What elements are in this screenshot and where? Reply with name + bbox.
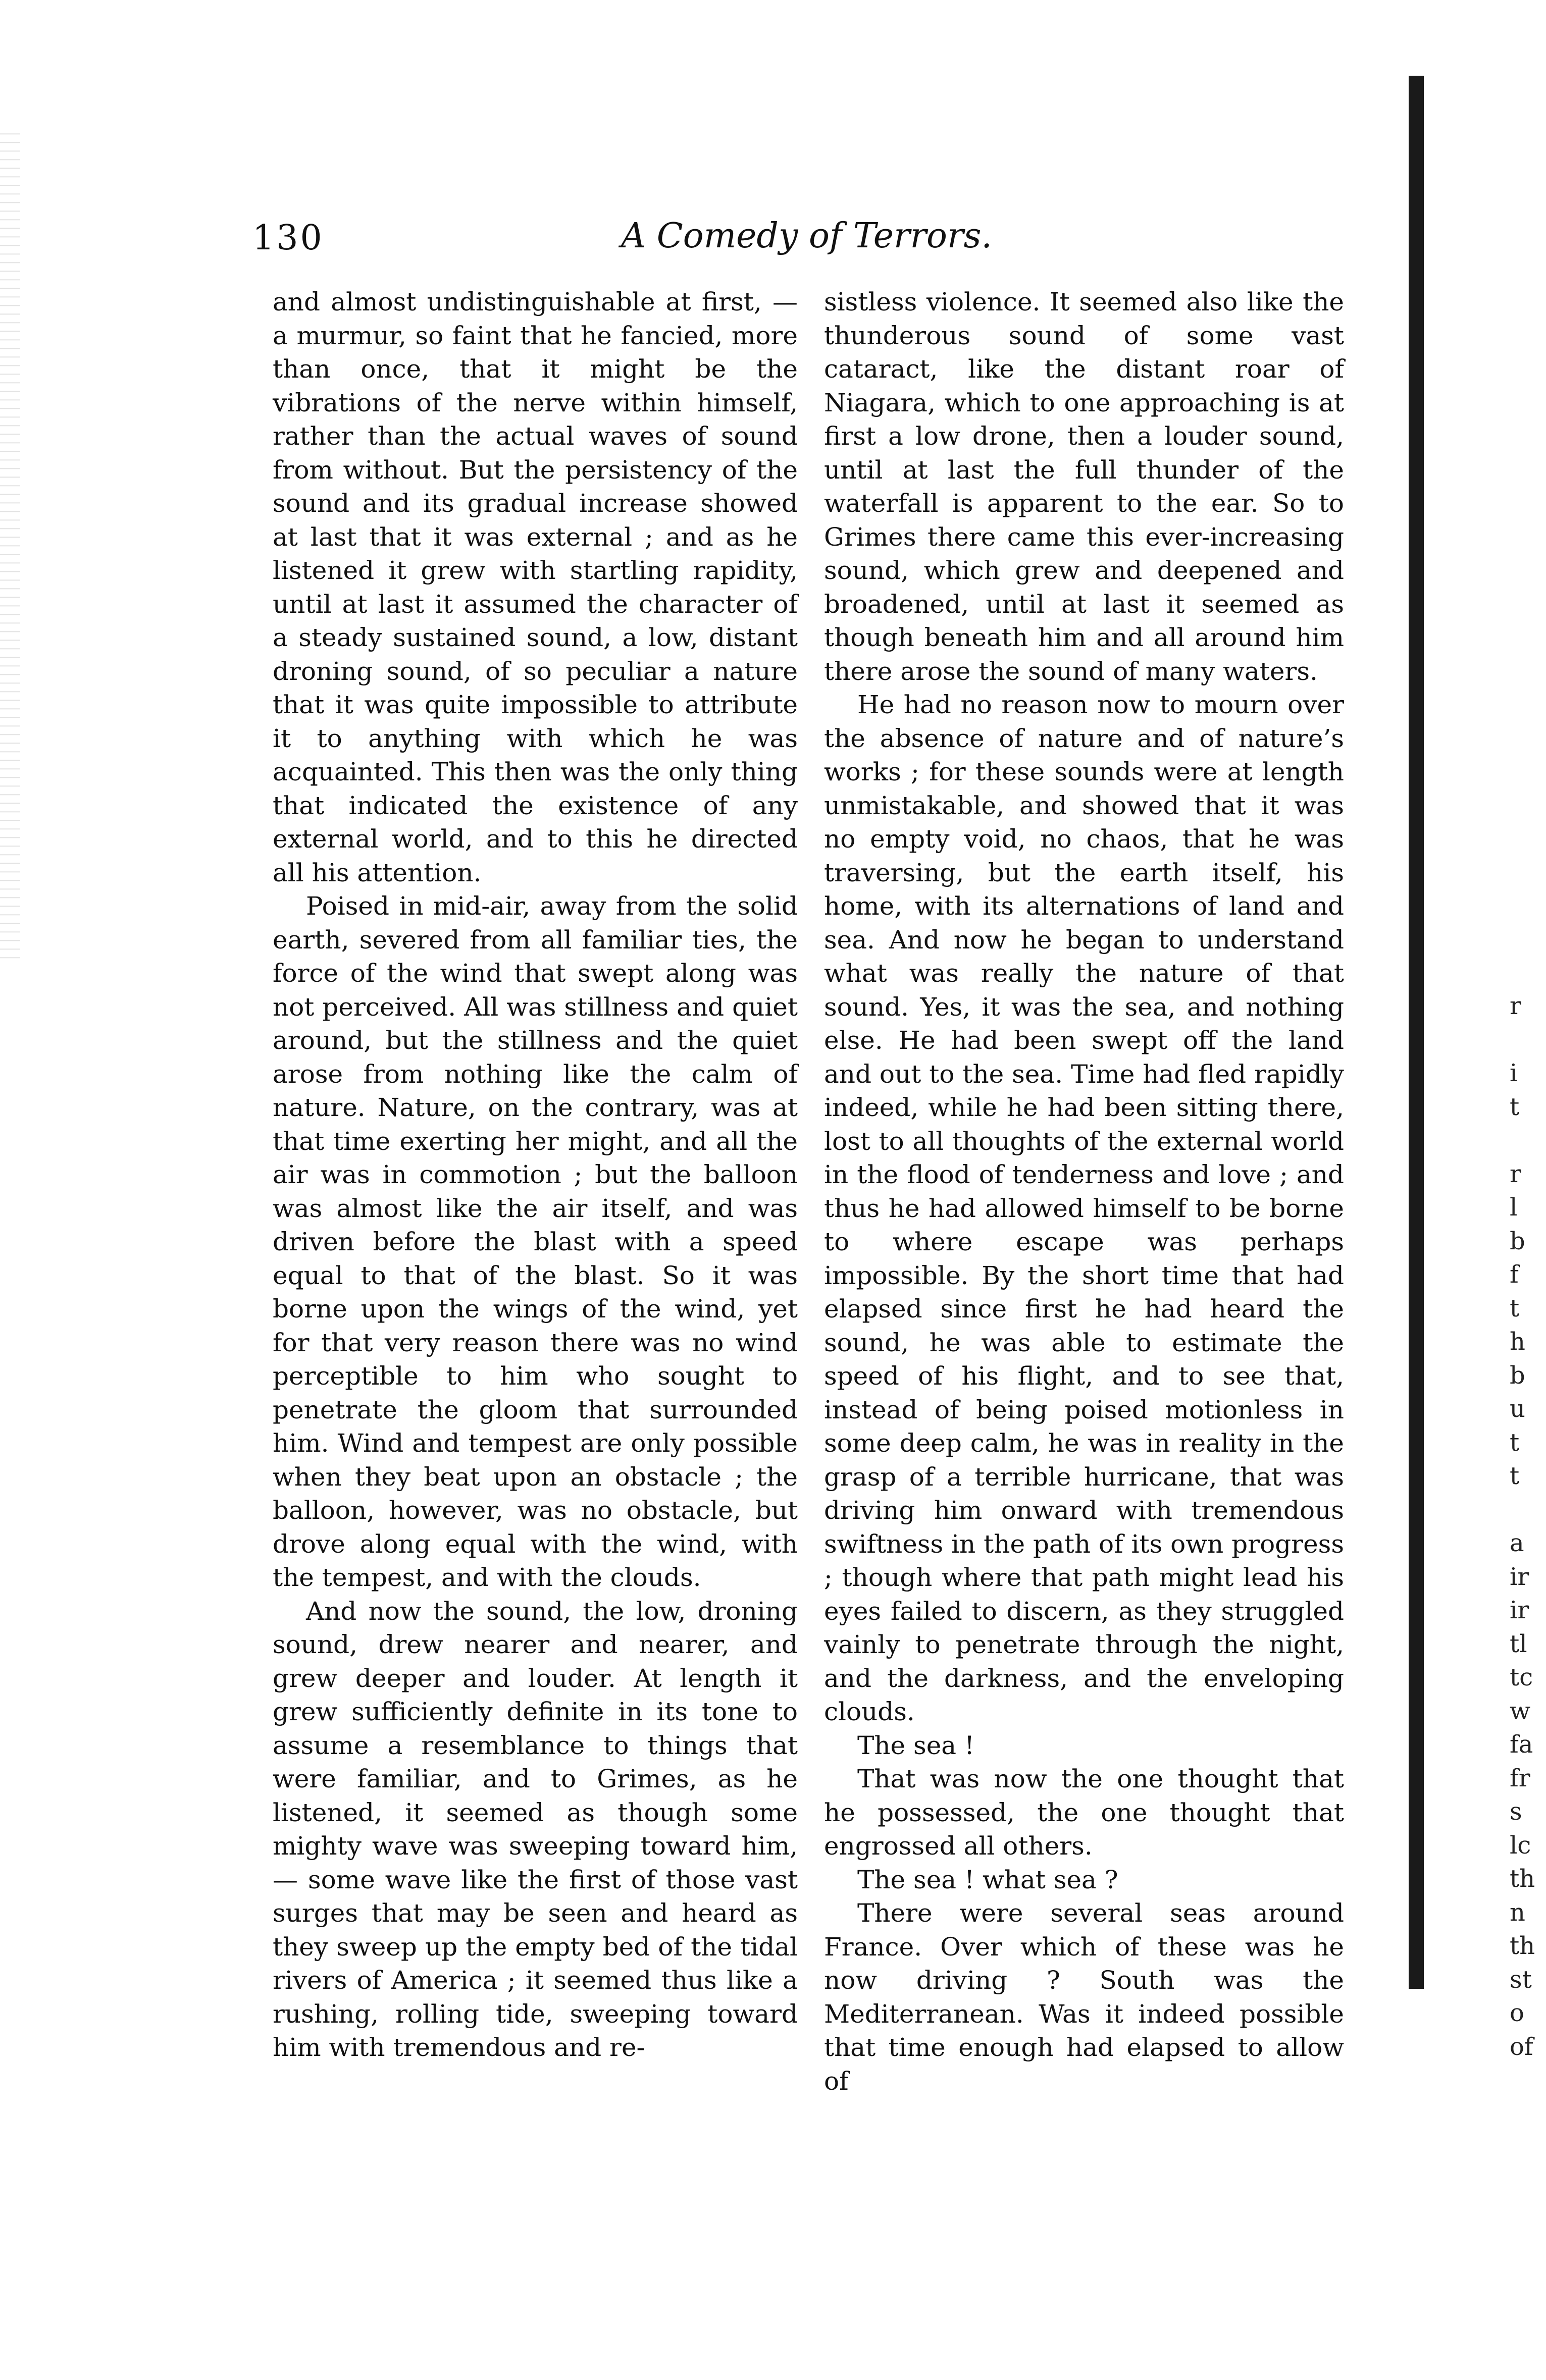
- paragraph: There were several seas around France. Over which of these was he now driving ? South was the Mediterranean. Was it indeed possible that time enough had elapsed to allow of: [824, 1898, 1344, 2096]
- scan-edge-artifact: [0, 126, 20, 959]
- paragraph: The sea ! what sea ?: [857, 1865, 1118, 1894]
- paragraph: And now the sound, the low, droning sound, drew nearer and nearer, and grew deeper and louder. At length it grew sufficiently definite in its tone to assume a resemblance to things that were familiar, and to Grimes, as he listened, it seemed as though some mighty wave was sweeping toward him, — some wave like the first of those vast surges that may be seen and heard as they sweep up the empty bed of the tidal rivers of America ; it seemed thus like a rushing, rolling tide, sweeping toward him with tremendous and re-: [273, 1596, 798, 2062]
- right-text-column: [824, 285, 1344, 2098]
- paragraph: sistless violence. It seemed also like the thunderous sound of some vast cataract, like the distant roar of Niagara, which to one approaching is at first a low drone, then a louder sound, until at last the full thunder of the waterfall is apparent to the ear. So to Grimes there came this ever-increasing sound, which grew and deepened and broadened, until at last it seemed as though beneath him and all around him there arose the sound of many waters.: [824, 287, 1344, 686]
- page-number: 130: [252, 218, 324, 258]
- binding-shadow: [1409, 76, 1424, 1989]
- paragraph: Poised in mid-air, away from the solid earth, severed from all familiar ties, the force of the wind that swept along was not perceived. All was stillness and quiet around, but the stillness and the quiet arose from nothing like the calm of nature. Nature, on the contrary, was at that time exerting her might, and all the air was in commotion ; but the balloon was almost like the air itself, and was driven before the blast with a speed equal to that of the blast. So it was borne upon the wings of the wind, yet for that very reason there was no wind perceptible to him who sought to penetrate the gloom that surrounded him. Wind and tempest are only possible when they beat upon an obstacle ; the balloon, however, was no obstacle, but drove along equal with the wind, with the tempest, and with the clouds.: [273, 891, 798, 1592]
- paragraph: The sea !: [857, 1730, 975, 1760]
- running-title: A Comedy of Terrors.: [621, 216, 992, 256]
- adjacent-page-fragment: r i t r l b f t h b u t t a ir ir tl tc w fa fr s lc th n th st o of: [1510, 992, 1535, 2061]
- paragraph: He had no reason now to mourn over the absence of nature and of nature’s works ; for these sounds were at length unmistakable, and showed that it was no empty void, no chaos, that he was traversing, but the earth itself, his home, with its alternations of land and sea. And now he began to understand what was really the nature of that sound. Yes, it was the sea, and nothing else. He had been swept off the land and out to the sea. Time had fled rapidly indeed, while he had been sitting there, lost to all thoughts of the external world in the flood of tenderness and love ; and thus he had allowed himself to be borne to where escape was perhaps impossible. By the short time that had elapsed since first he had heard the sound, he was able to estimate the speed of his flight, and to see that, instead of being poised motionless in some deep calm, he was in reality in the grasp of a terrible hurricane, that was driving him onward with tremendous swiftness in the path of its own progress ; though where that path might lead his eyes failed to discern, as they struggled vainly to penetrate through the night, and the darkness, and the enveloping clouds.: [824, 690, 1344, 1726]
- left-text-column: [273, 285, 798, 2065]
- paragraph: and almost undistinguishable at first, — a murmur, so faint that he fancied, more than once, that it might be the vibrations of the nerve within himself, rather than the actual waves of sound from without. But the persistency of the sound and its gradual increase showed at last that it was external ; and as he listened it grew with startling rapidity, until at last it assumed the character of a steady sustained sound, a low, distant droning sound, of so peculiar a nature that it was quite impossible to attribute it to anything with which he was acquainted. This then was the only thing that indicated the existence of any external world, and to this he directed all his attention.: [273, 287, 798, 887]
- paragraph: That was now the one thought that he possessed, the one thought that engrossed all others.: [824, 1764, 1344, 1861]
